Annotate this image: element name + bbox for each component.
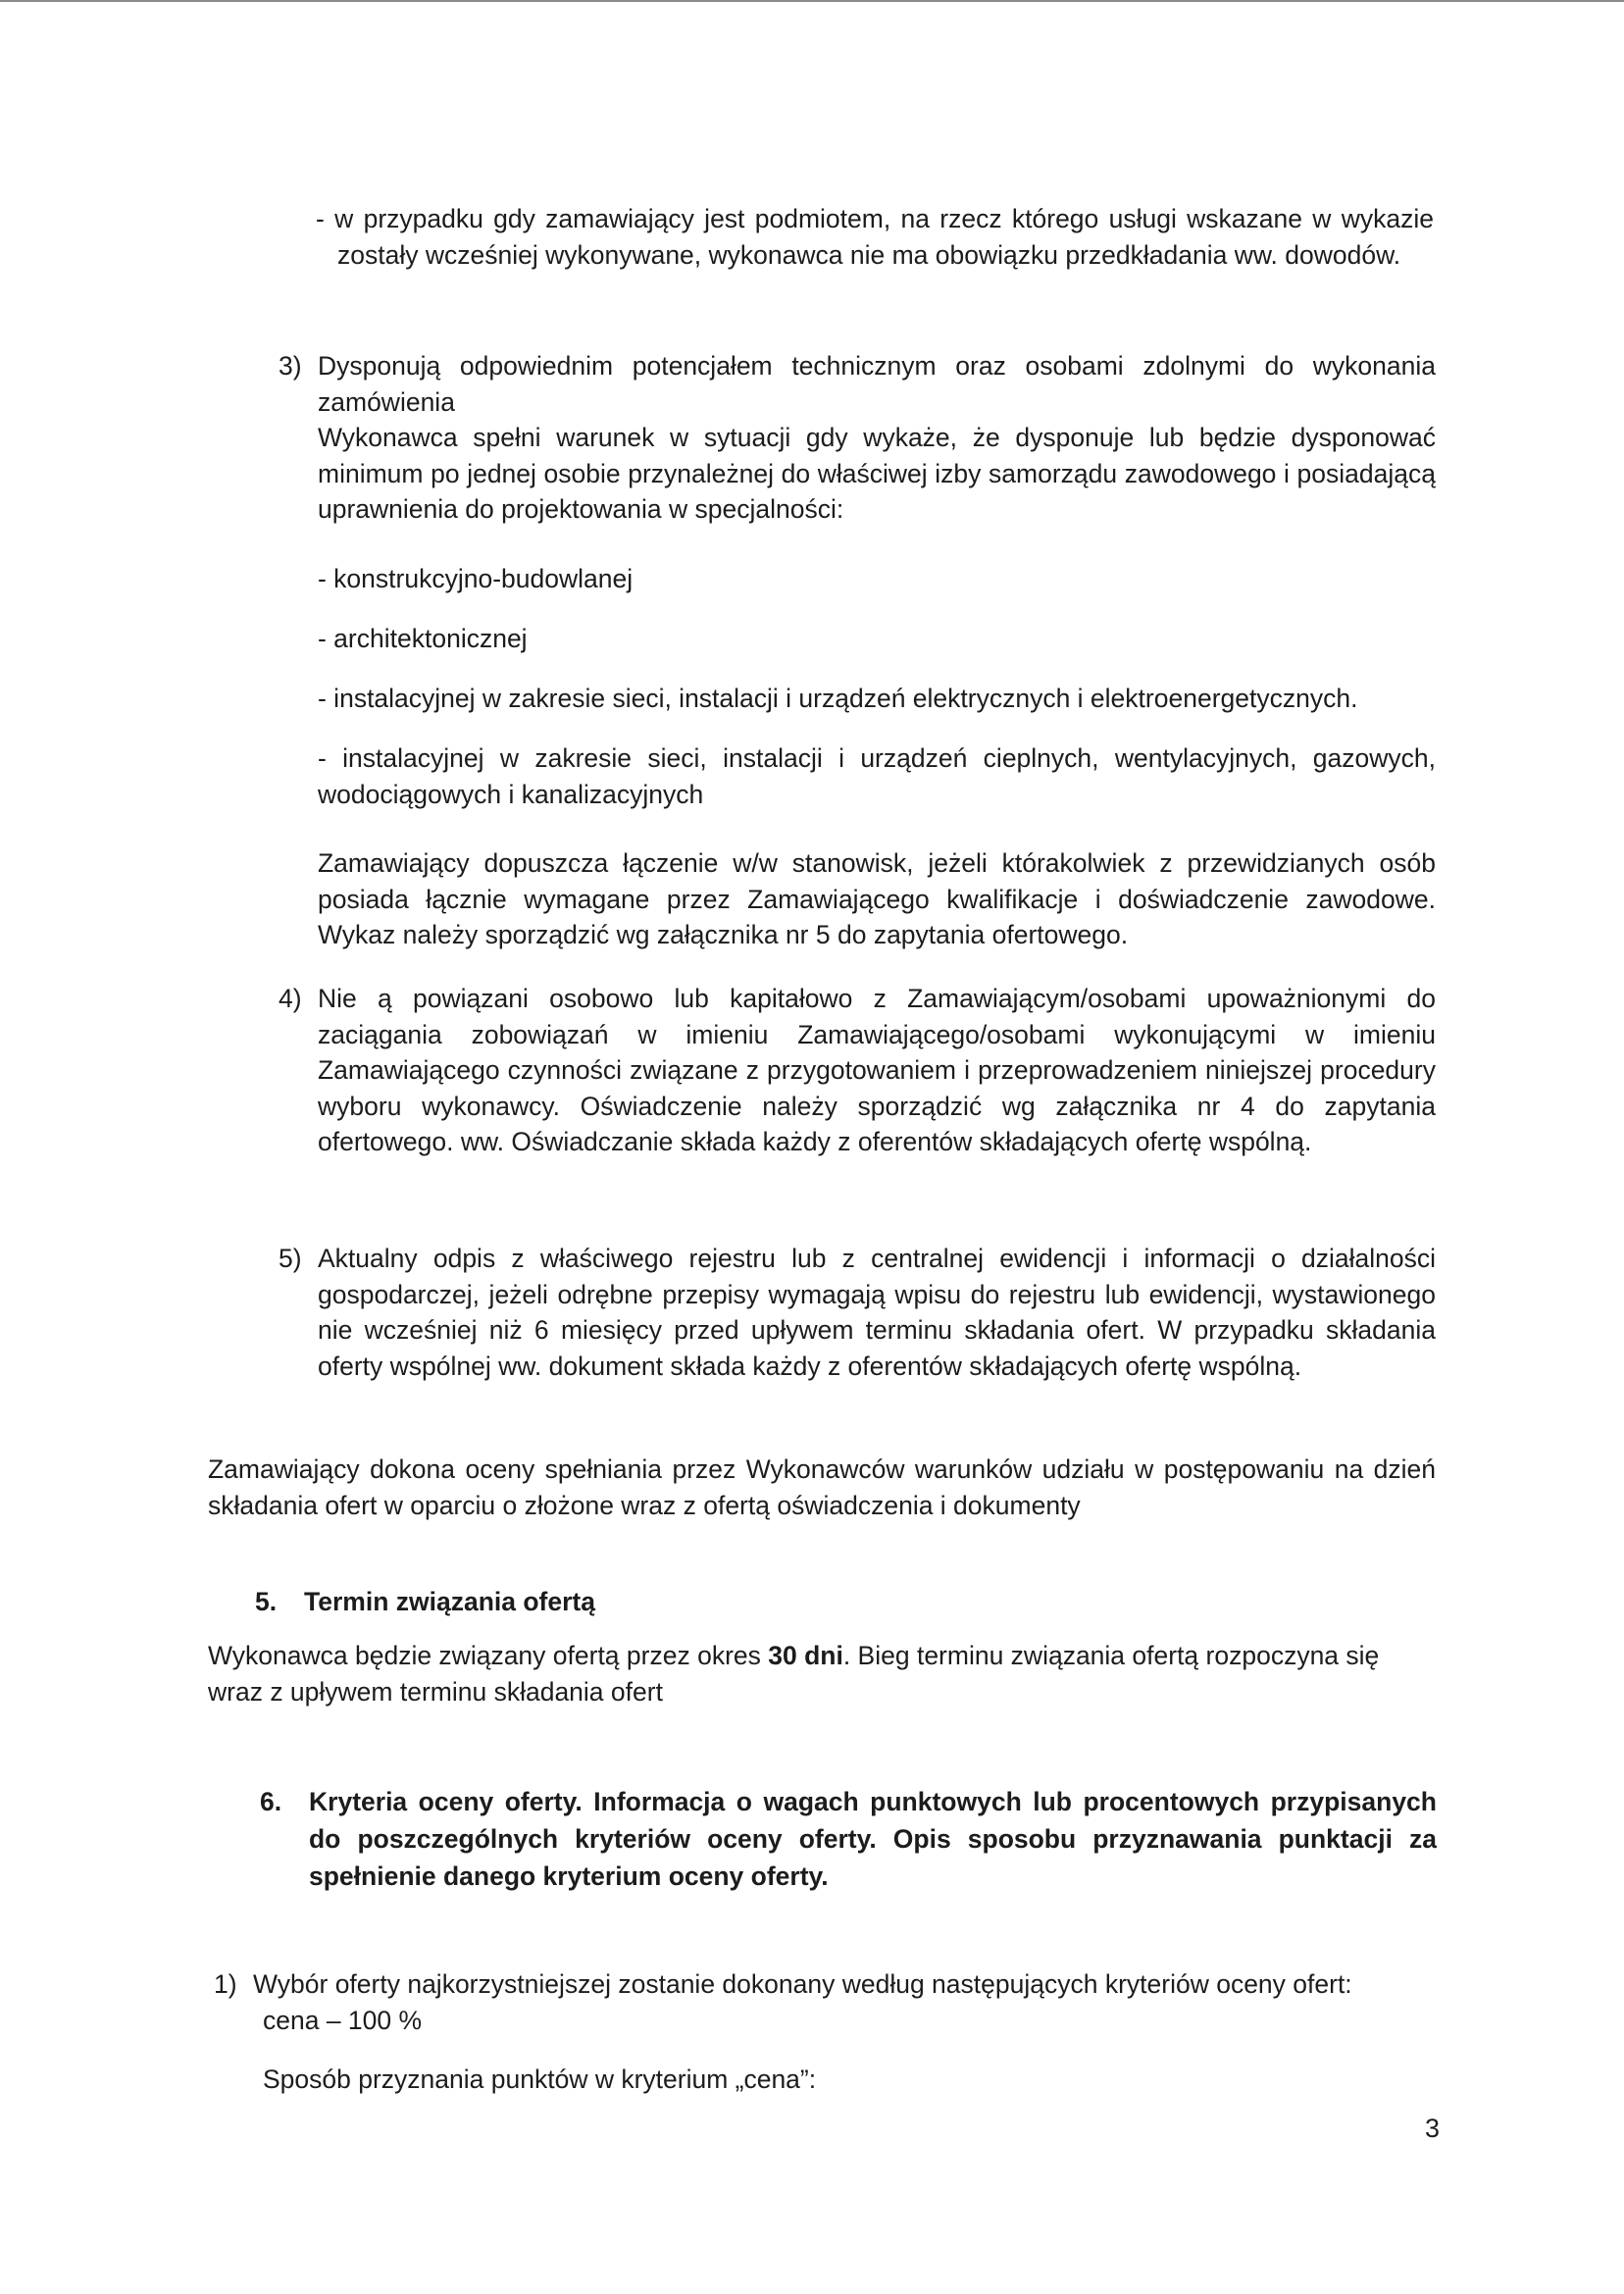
section-6-title: Kryteria oceny oferty. Informacja o wagach punktowych lub procentowych przypisanych do poszczególnych kryteriów oceny oferty. Opis sposobu przyznawania punktacji za spełnienie danego kryterium oceny oferty.	[309, 1787, 1437, 1891]
condition-3-title: Dysponują odpowiednim potencjałem technicznym oraz osobami zdolnymi do wykonania zamówienia	[318, 351, 1436, 417]
specialty-item: - architektonicznej	[318, 624, 528, 653]
condition-3-note: Zamawiający dopuszcza łączenie w/w stanowisk, jeżeli którakolwiek z przewidzianych osób posiada łącznie wymagane przez Zamawiającego kwalifikacje i doświadczenie zawodowe. Wykaz należy sporządzić wg załącznika nr 5 do zapytania ofertowego.	[318, 848, 1436, 949]
page-number: 3	[1424, 2114, 1440, 2143]
section-5-title: Termin związania ofertą	[304, 1587, 595, 1616]
scan-edge-line	[0, 0, 1624, 2]
criteria-item-number: 1)	[214, 1969, 237, 1999]
section-5-heading	[255, 1583, 595, 1620]
criteria-price-weight: cena – 100 %	[263, 2006, 423, 2035]
criteria-scoring-method: Sposób przyznania punktów w kryterium „cena”:	[263, 2065, 817, 2094]
condition-3-body: Wykonawca spełni warunek w sytuacji gdy wykaże, że dysponuje lub będzie dysponować minimum po jednej osobie przynależnej do właściwej izby samorządu zawodowego i posiadającą uprawnienia do projektowania w specjalności:	[318, 423, 1436, 524]
specialty-item: - instalacyjnej w zakresie sieci, instalacji i urządzeń elektrycznych i elektroenergetycznych.	[318, 684, 1358, 713]
condition-4-text: Nie ą powiązani osobowo lub kapitałowo z Zamawiającym/osobami upoważnionymi do zaciągania zobowiązań w imieniu Zamawiającego/osobami wykonującymi w imieniu Zamawiającego czynności związane z przygotowaniem i przeprowadzeniem niniejszej procedury wyboru wykonawcy. Oświadczenie należy sporządzić wg załącznika nr 4 do zapytania ofertowego. ww. Oświadczanie składa każdy z oferentów składających ofertę wspólną.	[318, 984, 1436, 1156]
condition-3-number: 3)	[279, 351, 302, 381]
section-6-heading	[260, 1783, 1437, 1895]
section-5-text-part: . Bieg terminu związania ofertą rozpoczyna się wraz z upływem terminu składania ofert	[208, 1641, 1380, 1707]
section-5-text-part: Wykonawca będzie związany ofertą przez okres	[208, 1641, 769, 1670]
specialty-item: - konstrukcyjno-budowlanej	[318, 564, 634, 593]
assessment-paragraph: Zamawiający dokona oceny spełniania przez Wykonawców warunków udziału w postępowaniu na dzień składania ofert w oparciu o złożone wraz z ofertą oświadczenia i dokumenty	[208, 1454, 1436, 1520]
continued-bullet	[316, 201, 1434, 273]
section-6-number: 6.	[260, 1787, 282, 1816]
criteria-item-text: Wybór oferty najkorzystniejszej zostanie dokonany według następujących kryteriów oceny ofert:	[253, 1969, 1352, 1999]
specialty-item: - instalacyjnej w zakresie sieci, instalacji i urządzeń cieplnych, wentylacyjnych, gazowych, wodociągowych i kanalizacyjnych	[318, 743, 1436, 809]
condition-4-number: 4)	[279, 984, 302, 1013]
continued-bullet-text: - w przypadku gdy zamawiający jest podmiotem, na rzecz którego usługi wskazane w wykazie zostały wcześniej wykonywane, wykonawca nie ma obowiązku przedkładania ww. dowodów.	[316, 204, 1434, 270]
condition-5-text: Aktualny odpis z właściwego rejestru lub z centralnej ewidencji i informacji o działalności gospodarczej, jeżeli odrębne przepisy wymagają wpisu do rejestru lub ewidencji, wystawionego nie wcześniej niż 6 miesięcy przed upływem terminu składania ofert. W przypadku składania oferty wspólnej ww. dokument składa każdy z oferentów składających ofertę wspólną.	[318, 1244, 1436, 1381]
offer-validity-days: 30 dni	[768, 1641, 843, 1670]
section-5-text	[208, 1638, 1436, 1709]
section-5-number: 5.	[255, 1587, 278, 1616]
condition-5-number: 5)	[279, 1244, 302, 1273]
